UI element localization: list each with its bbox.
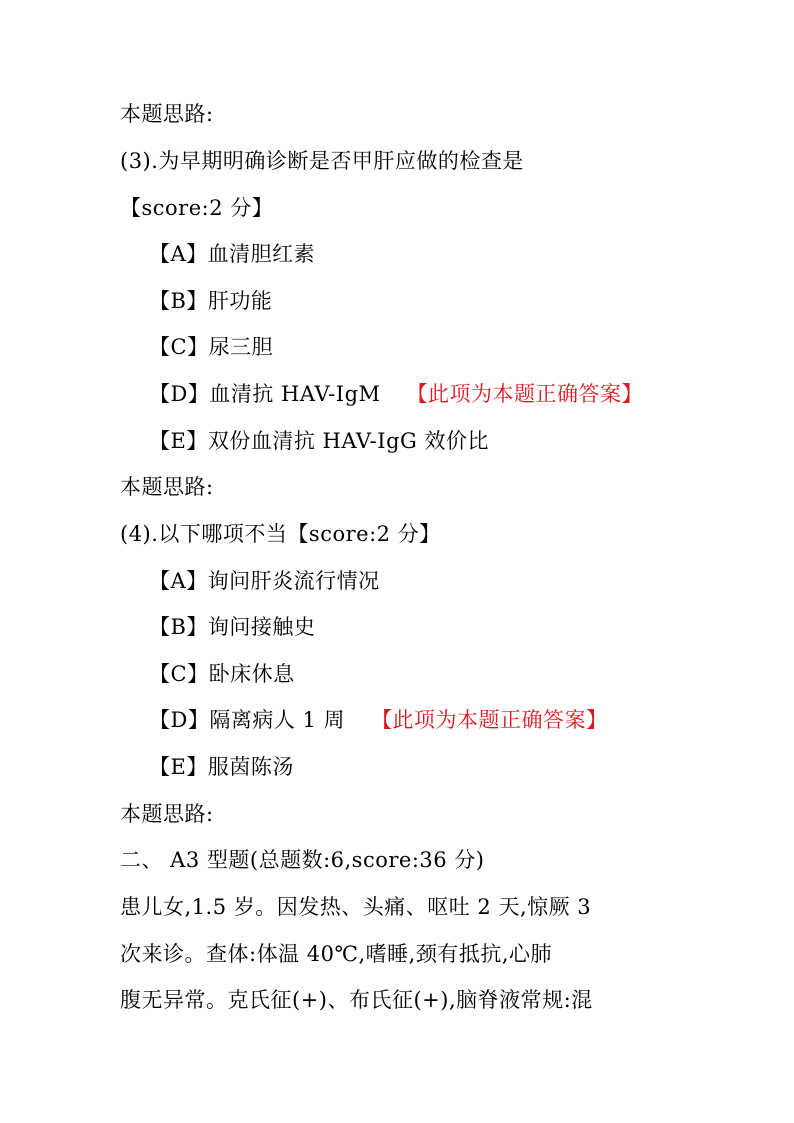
correct-answer-tag: 【此项为本题正确答案】 bbox=[371, 708, 608, 732]
explanation-label-q2: 本题思路: bbox=[120, 102, 214, 126]
question-4-stem: (4).以下哪项不当【score:2 分】 bbox=[120, 522, 441, 546]
question-4-option-e: 【E】服茵陈汤 bbox=[149, 755, 294, 779]
question-4-option-c: 【C】卧床休息 bbox=[149, 662, 295, 686]
question-4-option-b: 【B】询问接触史 bbox=[149, 615, 316, 639]
question-3-option-e: 【E】双份血清抗 HAV-IgG 效价比 bbox=[149, 429, 489, 453]
question-4-option-d bbox=[149, 706, 608, 734]
question-3-option-b: 【B】肝功能 bbox=[149, 289, 273, 313]
explanation-label-q4: 本题思路: bbox=[120, 802, 214, 826]
case-paragraph-line-2: 次来诊。查体:体温 40℃,嗜睡,颈有抵抗,心肺 bbox=[120, 942, 552, 966]
section-heading-a3: 二、 A3 型题(总题数:6,score:36 分) bbox=[120, 848, 485, 872]
option-text: 【D】血清抗 HAV-IgM bbox=[149, 382, 381, 406]
case-paragraph-line-3: 腹无异常。克氏征(+)、布氏征(+),脑脊液常规:混 bbox=[120, 988, 593, 1012]
question-3-option-c: 【C】尿三胆 bbox=[149, 335, 274, 359]
question-3-stem: (3).为早期明确诊断是否甲肝应做的检查是 bbox=[120, 149, 524, 173]
option-text: 【D】隔离病人 1 周 bbox=[149, 708, 346, 732]
question-3-option-d bbox=[149, 380, 643, 408]
question-3-option-a: 【A】血清胆红素 bbox=[149, 242, 316, 266]
case-paragraph-line-1: 患儿女,1.5 岁。因发热、头痛、呕吐 2 天,惊厥 3 bbox=[120, 895, 592, 919]
question-4-option-a: 【A】询问肝炎流行情况 bbox=[149, 569, 380, 593]
question-3-score: 【score:2 分】 bbox=[120, 196, 274, 220]
correct-answer-tag: 【此项为本题正确答案】 bbox=[406, 382, 644, 406]
explanation-label-q3: 本题思路: bbox=[120, 475, 214, 499]
